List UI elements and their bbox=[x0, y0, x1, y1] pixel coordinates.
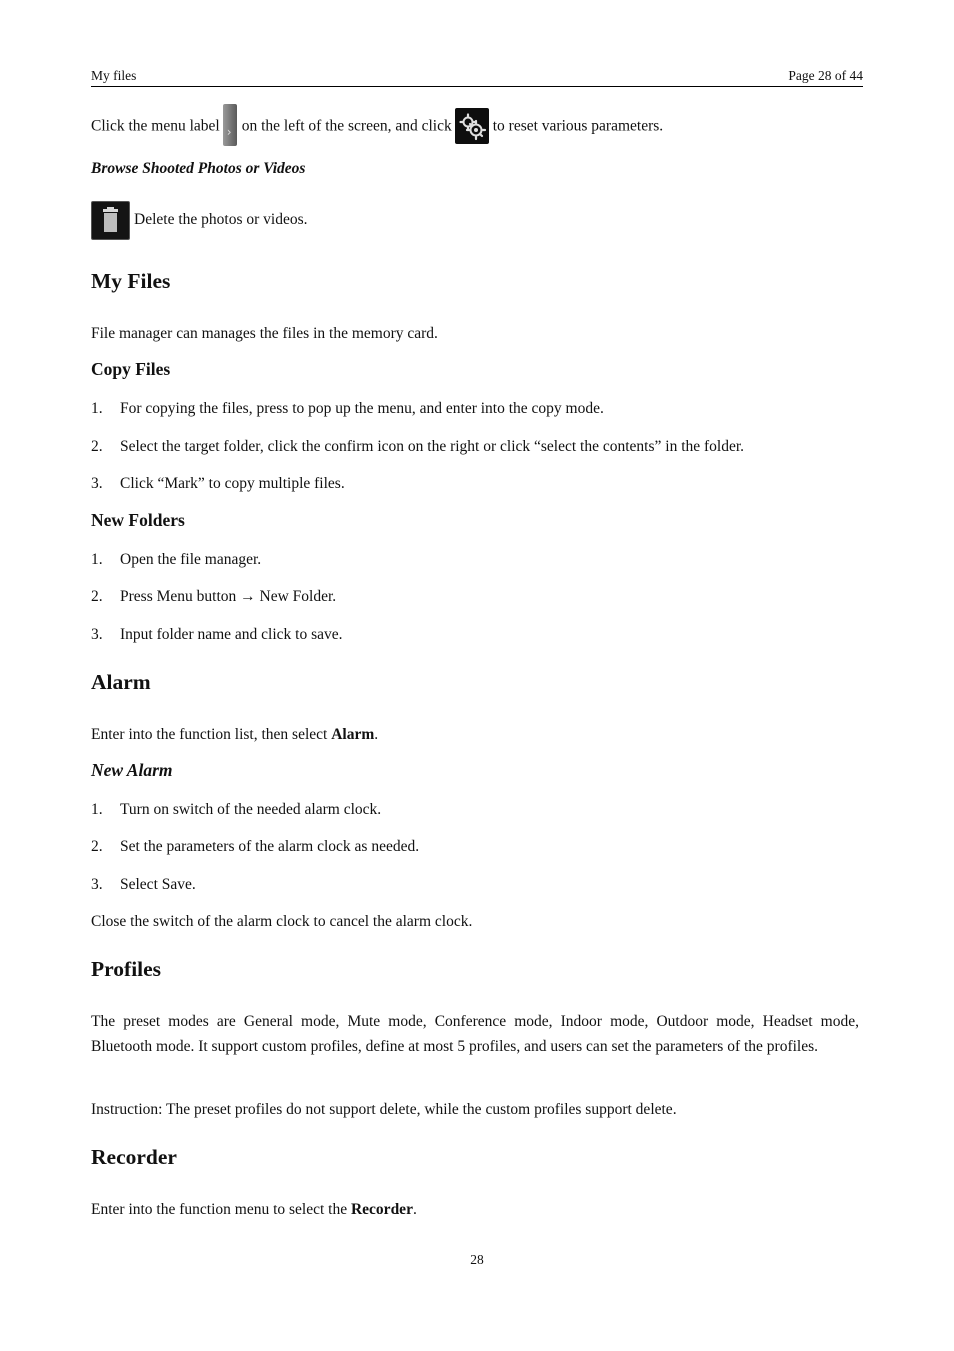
list-text: Press Menu button → New Folder. bbox=[120, 588, 337, 605]
recorder-desc-suffix: . bbox=[412, 1201, 417, 1218]
new-alarm-heading: New Alarm bbox=[91, 760, 173, 780]
copy-files-heading: Copy Files bbox=[91, 359, 171, 379]
my-files-description: File manager can manages the files in the memory card. bbox=[91, 325, 438, 342]
list-number: 2. bbox=[91, 838, 103, 855]
list-text: Select the target folder, click the confirm icon on the right or click “select the contents” in the folder. bbox=[120, 438, 745, 455]
browse-photos-subheading: Browse Shooted Photos or Videos bbox=[91, 160, 306, 177]
list-number: 1. bbox=[91, 801, 103, 818]
list-number: 3. bbox=[91, 876, 103, 893]
profiles-heading: Profiles bbox=[91, 957, 162, 981]
list-number: 1. bbox=[91, 400, 103, 417]
delete-photos-text: Delete the photos or videos. bbox=[134, 211, 308, 228]
alarm-desc-suffix: . bbox=[374, 726, 379, 743]
list-item bbox=[91, 434, 744, 459]
list-item bbox=[91, 797, 381, 822]
intro-paragraph bbox=[91, 106, 663, 146]
list-item bbox=[91, 584, 336, 609]
menu-tab-icon bbox=[223, 104, 237, 146]
page-number: 28 bbox=[470, 1252, 484, 1267]
recorder-desc-prefix: Enter into the function menu to select the bbox=[91, 1201, 348, 1218]
recorder-description bbox=[91, 1197, 417, 1222]
profiles-instruction: Instruction: The preset profiles do not support delete, while the custom profiles support delete. bbox=[91, 1101, 677, 1118]
alarm-desc-bold: Alarm bbox=[331, 726, 375, 743]
delete-photos-line bbox=[91, 200, 307, 240]
alarm-close-note: Close the switch of the alarm clock to cancel the alarm clock. bbox=[91, 913, 473, 930]
list-text: Input folder name and click to save. bbox=[120, 626, 343, 643]
header-section-title: My files bbox=[91, 68, 137, 83]
list-text: For copying the files, press to pop up the menu, and enter into the copy mode. bbox=[120, 400, 604, 417]
list-number: 1. bbox=[91, 551, 103, 568]
header-page-indicator: Page 28 of 44 bbox=[788, 68, 863, 83]
list-number: 3. bbox=[91, 626, 103, 643]
alarm-desc-prefix: Enter into the function list, then select bbox=[91, 726, 328, 743]
list-number: 3. bbox=[91, 475, 103, 492]
list-item bbox=[91, 471, 345, 496]
list-item bbox=[91, 622, 343, 647]
list-number: 2. bbox=[91, 588, 103, 605]
list-item bbox=[91, 834, 419, 859]
alarm-heading: Alarm bbox=[91, 670, 151, 694]
list-text: Turn on switch of the needed alarm clock. bbox=[120, 801, 382, 818]
list-item bbox=[91, 547, 261, 572]
list-number: 2. bbox=[91, 438, 103, 455]
my-files-heading: My Files bbox=[91, 269, 171, 293]
intro-text-2: on the left of the screen, and click bbox=[241, 117, 452, 135]
new-folders-heading: New Folders bbox=[91, 510, 185, 530]
profiles-description: The preset modes are General mode, Mute mode, Conference mode, Indoor mode, Outdoor mode, Headset mode, Bluetooth mode. It support custom profiles, define at most 5 profiles, and users can set the parameters of the profiles. bbox=[91, 1013, 859, 1055]
recorder-heading: Recorder bbox=[91, 1145, 177, 1169]
list-item bbox=[91, 872, 196, 897]
list-text: Select Save. bbox=[120, 876, 196, 893]
recorder-desc-bold: Recorder bbox=[350, 1201, 413, 1218]
settings-gear-icon bbox=[455, 108, 489, 144]
intro-text-1: Click the menu label bbox=[91, 117, 220, 135]
alarm-description bbox=[91, 722, 378, 747]
list-item bbox=[91, 396, 604, 421]
trash-icon bbox=[91, 201, 130, 240]
list-text: Set the parameters of the alarm clock as needed. bbox=[120, 838, 420, 855]
list-text: Click “Mark” to copy multiple files. bbox=[120, 475, 345, 492]
list-text: Open the file manager. bbox=[120, 551, 262, 568]
intro-text-3: to reset various parameters. bbox=[492, 117, 664, 135]
page-header bbox=[91, 66, 863, 87]
